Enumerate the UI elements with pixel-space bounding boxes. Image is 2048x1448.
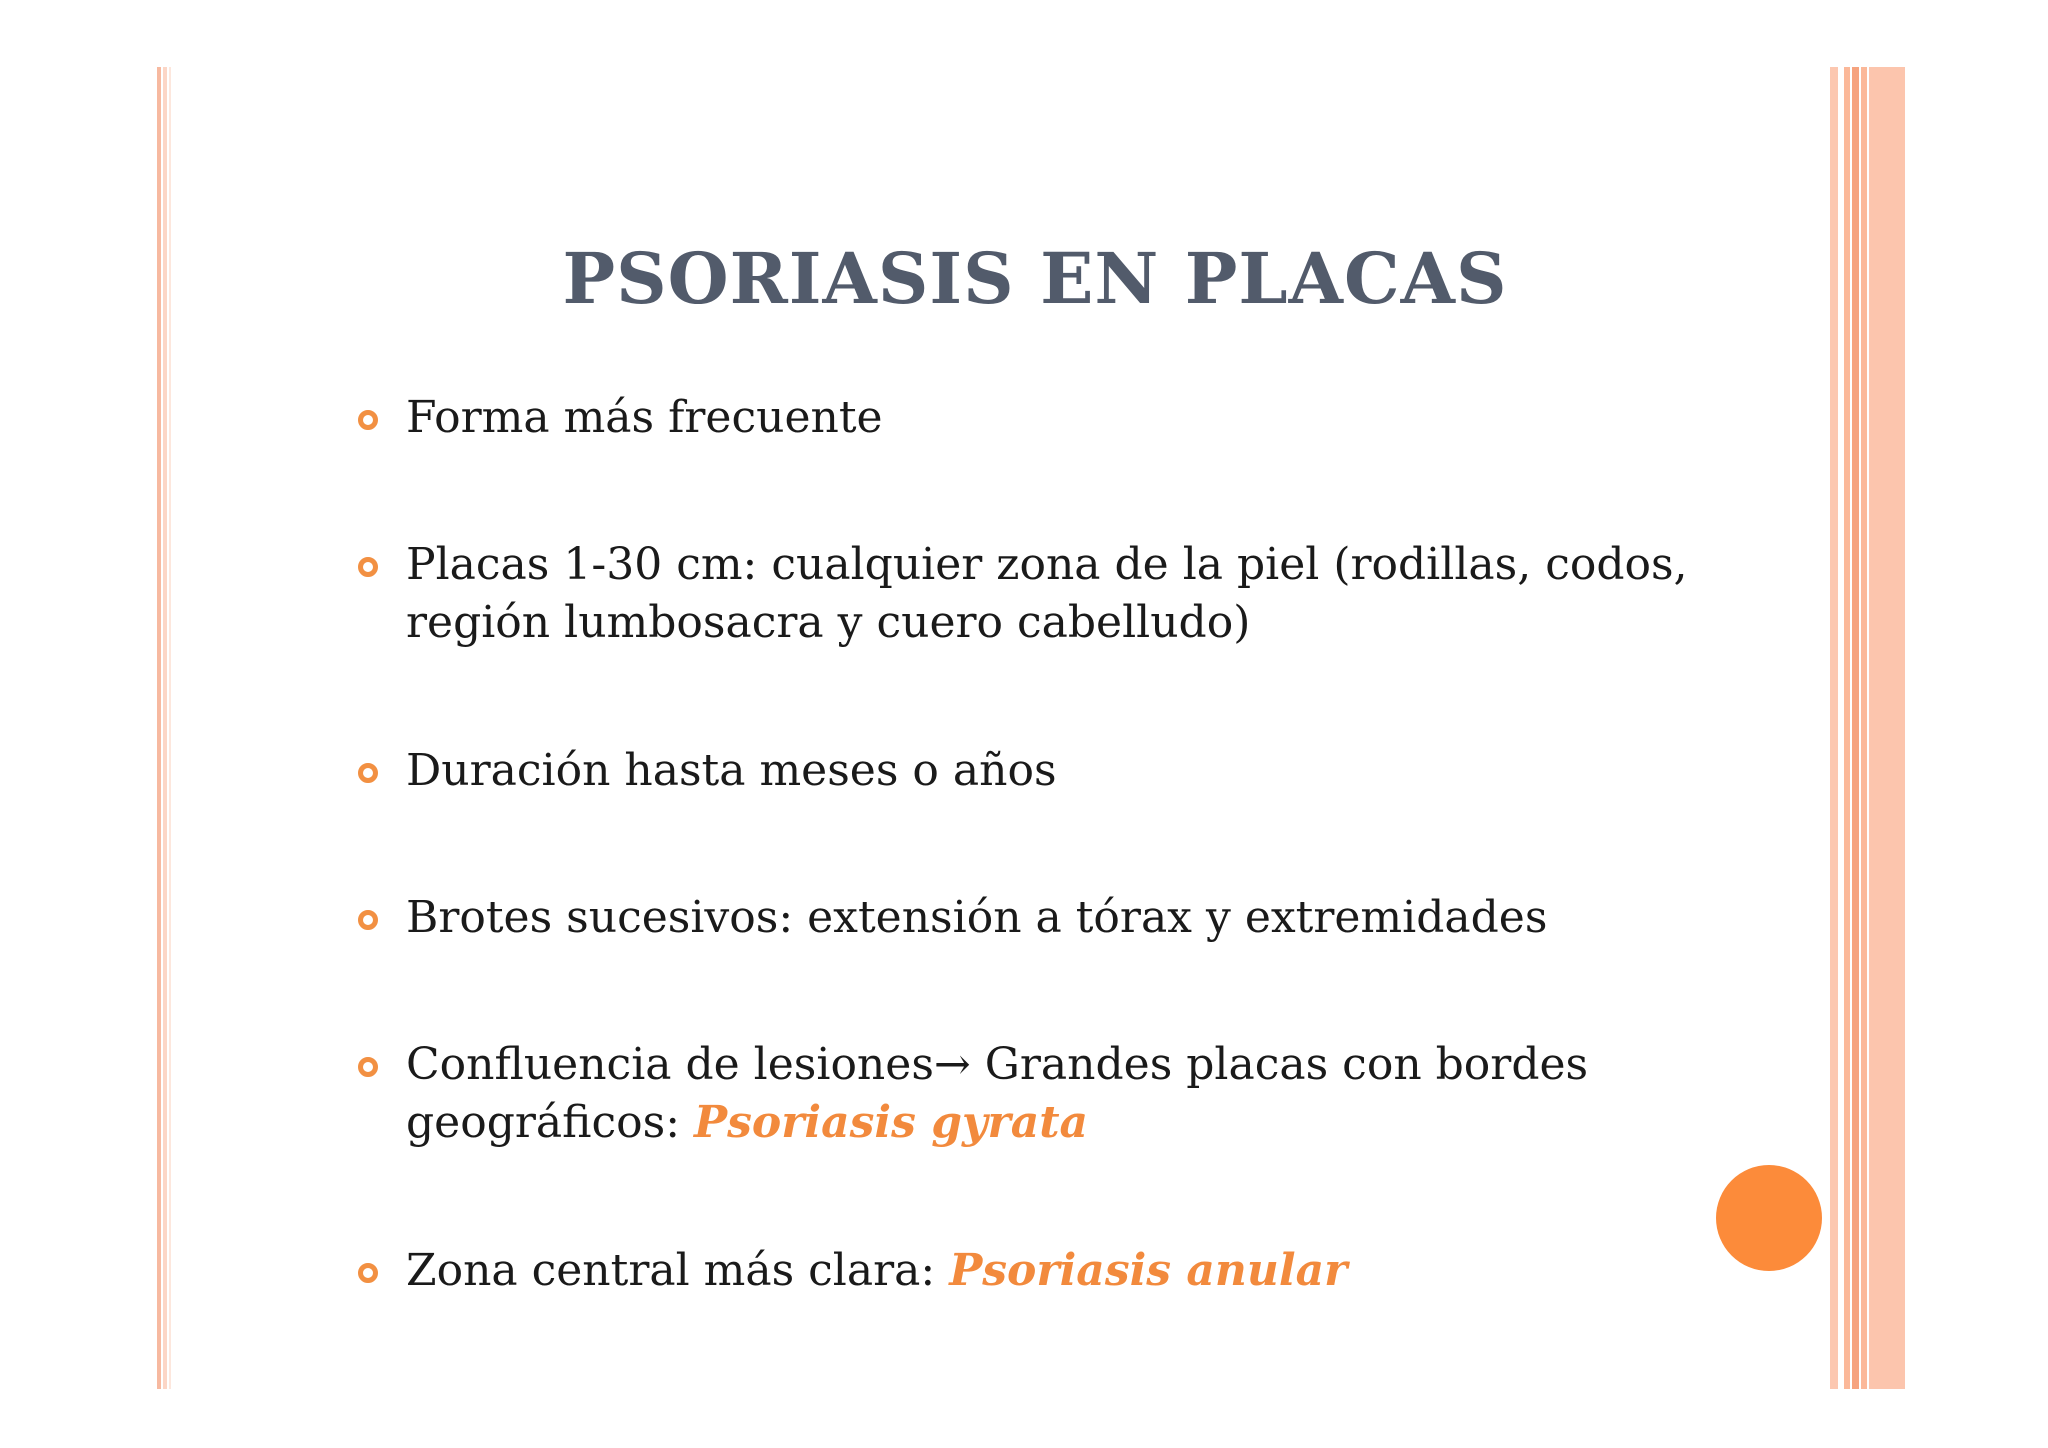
bullet-text: [406, 1036, 1706, 1152]
right-border-stripe: [1869, 67, 1905, 1389]
circle-bullet-icon: [358, 763, 378, 783]
right-border-stripe: [1861, 67, 1867, 1389]
left-border-stripe: [169, 67, 171, 1389]
bullet-text: Forma más frecuente: [406, 392, 883, 443]
left-border-stripe: [157, 67, 161, 1389]
circle-bullet-icon: [358, 557, 378, 577]
left-border-stripe: [163, 67, 167, 1389]
right-border-stripe: [1852, 67, 1859, 1389]
circle-bullet-icon: [358, 910, 378, 930]
bullet-text: Duración hasta meses o años: [406, 745, 1057, 796]
circle-bullet-icon: [358, 1263, 378, 1283]
slide-title: PSORIASIS EN PLACAS: [562, 237, 1508, 320]
circle-bullet-icon: [358, 410, 378, 430]
bullet-text-body: Confluencia de lesiones→ Grandes placas con bordes geográficos:: [406, 1039, 1589, 1148]
right-border-stripe: [1844, 67, 1850, 1389]
highlighted-term: Psoriasis gyrata: [694, 1097, 1089, 1148]
bullet-text: Brotes sucesivos: extensión a tórax y extremidades: [406, 892, 1548, 943]
bullet-text: [406, 1242, 1706, 1300]
bullet-text-body: Zona central más clara:: [406, 1245, 950, 1296]
right-border-stripe: [1830, 67, 1838, 1389]
decorative-circle: [1716, 1165, 1822, 1271]
bullet-text: Placas 1-30 cm: cualquier zona de la piel (rodillas, codos, región lumbosacra y cuero cabelludo): [406, 539, 1688, 648]
highlighted-term: Psoriasis anular: [949, 1245, 1348, 1296]
circle-bullet-icon: [358, 1057, 378, 1077]
